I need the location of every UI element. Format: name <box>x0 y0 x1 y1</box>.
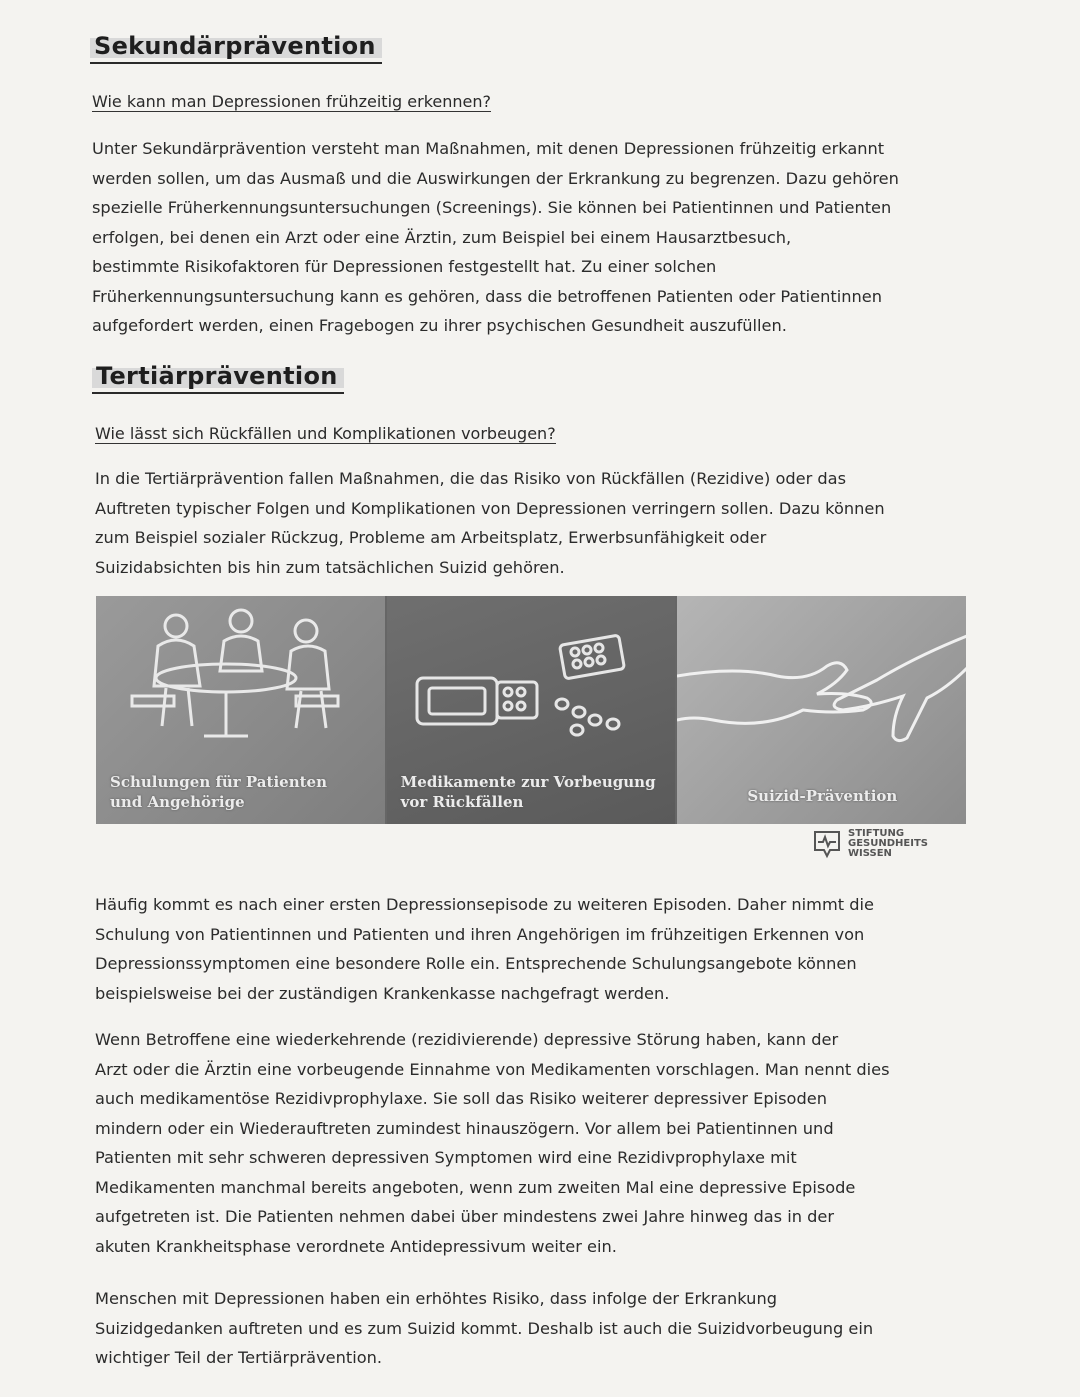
paragraph-line: bestimmte Risikofaktoren für Depressionen festgestellt hat. Zu einer solchen <box>92 257 717 276</box>
paragraph-line: zum Beispiel sozialer Rückzug, Probleme am Arbeitsplatz, Erwerbsunfähigkeit oder <box>95 528 767 547</box>
prevention-figure <box>96 596 966 824</box>
heading-tertiary-prevention: Tertiärprävention <box>92 362 344 394</box>
paragraph-medication <box>95 1025 975 1261</box>
panel-medication <box>385 596 678 824</box>
paragraph-line: Arzt oder die Ärztin eine vorbeugende Einnahme von Medikamenten vorschlagen. Man nennt dies <box>95 1059 890 1079</box>
paragraph-line: Wenn Betroffene eine wiederkehrende (rezidivierende) depressive Störung haben, kann der <box>95 1030 839 1049</box>
question-secondary <box>92 92 491 111</box>
paragraph-line: Früherkennungsuntersuchung kann es gehören, dass die betroffenen Patienten oder Patientinnen <box>92 286 882 306</box>
paragraph-line: Medikamenten manchmal bereits angeboten, wenn zum zweiten Mal eine depressive Episode <box>95 1177 856 1197</box>
logo-text: STIFTUNG GESUNDHEITS WISSEN <box>848 828 928 859</box>
paragraph-line: Unter Sekundärprävention versteht man Maßnahmen, mit denen Depressionen frühzeitig erkannt <box>92 139 885 158</box>
paragraph-tertiary <box>95 464 975 582</box>
paragraph-line: Patienten mit sehr schweren depressiven Symptomen wird eine Rezidivprophylaxe mit <box>95 1148 797 1167</box>
paragraph-line: akuten Krankheitsphase verordnete Antidepressivum weiter ein. <box>95 1236 617 1256</box>
paragraph-line: erfolgen, bei denen ein Arzt oder eine Ärztin, zum Beispiel bei einem Hausarztbesuch, <box>92 227 792 247</box>
paragraph-line: aufgetreten ist. Die Patienten nehmen dabei über mindestens zwei Jahre hinweg das in der <box>95 1207 835 1226</box>
paragraph-line: Auftreten typischer Folgen und Komplikationen von Depressionen verringern sollen. Dazu können <box>95 498 885 518</box>
paragraph-line: spezielle Früherkennungsuntersuchungen (Screenings). Sie können bei Patientinnen und Patienten <box>92 198 892 217</box>
paragraph-relapse <box>95 890 975 1008</box>
question-tertiary <box>95 424 556 443</box>
stiftung-logo <box>812 828 928 860</box>
paragraph-line: Schulung von Patientinnen und Patienten und ihren Angehörigen im frühzeitigen Erkennen von <box>95 924 865 944</box>
paragraph-line: beispielsweise bei der zuständigen Krankenkasse nachgefragt werden. <box>95 983 670 1003</box>
panel-caption-training: Schulungen für Patienten und Angehörige <box>110 773 327 811</box>
question-secondary-text: Wie kann man Depressionen frühzeitig erkennen? <box>92 92 491 111</box>
heading-secondary-prevention: Sekundärprävention <box>90 32 382 64</box>
logo-heartbeat-icon <box>812 828 842 860</box>
paragraph-line: aufgefordert werden, einen Fragebogen zu ihrer psychischen Gesundheit auszufüllen. <box>92 316 787 335</box>
panel-patient-training <box>96 596 385 824</box>
paragraph-line: auch medikamentöse Rezidivprophylaxe. Sie soll das Risiko weiterer depressiver Episoden <box>95 1089 827 1108</box>
paragraph-line: mindern oder ein Wiederauftreten zumindest hinauszögern. Vor allem bei Patientinnen und <box>95 1118 834 1138</box>
paragraph-line: Menschen mit Depressionen haben ein erhöhtes Risiko, dass infolge der Erkrankung <box>95 1289 777 1308</box>
paragraph-line: wichtiger Teil der Tertiärprävention. <box>95 1348 383 1367</box>
paragraph-line: In die Tertiärprävention fallen Maßnahmen, die das Risiko von Rückfällen (Rezidive) oder das <box>95 469 847 488</box>
paragraph-line: Depressionssymptomen eine besondere Rolle ein. Entsprechende Schulungsangebote können <box>95 954 857 973</box>
paragraph-suicide <box>95 1284 975 1373</box>
question-tertiary-text: Wie lässt sich Rückfällen und Komplikationen vorbeugen? <box>95 424 556 443</box>
paragraph-line: Suizidabsichten bis hin zum tatsächlichen Suizid gehören. <box>95 557 565 577</box>
panel-caption-medication: Medikamente zur Vorbeugung vor Rückfällen <box>400 773 656 811</box>
paragraph-line: Suizidgedanken auftreten und es zum Suizid kommt. Deshalb ist auch die Suizidvorbeugung ein <box>95 1318 874 1338</box>
paragraph-line: werden sollen, um das Ausmaß und die Auswirkungen der Erkrankung zu begrenzen. Dazu gehören <box>92 168 899 188</box>
paragraph-secondary <box>92 134 972 341</box>
panel-suicide-prevention <box>677 596 966 824</box>
paragraph-line: Häufig kommt es nach einer ersten Depressionsepisode zu weiteren Episoden. Daher nimmt die <box>95 895 874 914</box>
panel-caption-suicide-prevention: Suizid-Prävention <box>747 787 898 805</box>
